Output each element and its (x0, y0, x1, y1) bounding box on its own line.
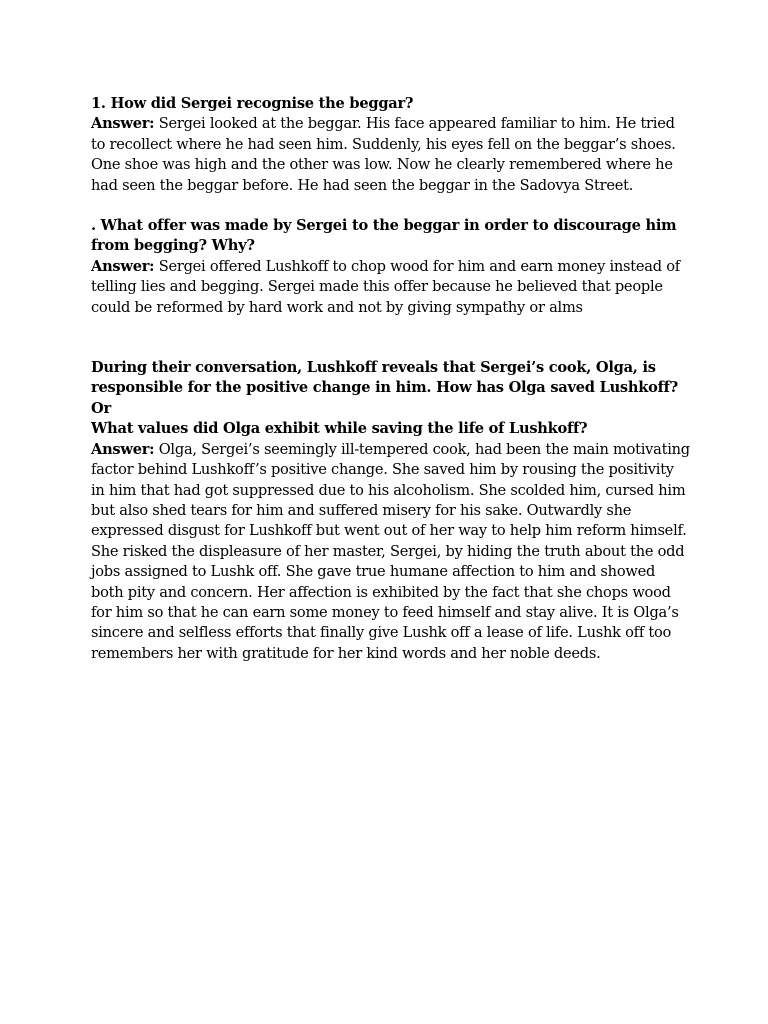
spacer (91, 318, 691, 358)
document-page (91, 94, 691, 664)
answer-label-2: Answer: (91, 257, 155, 275)
question-2: . What offer was made by Sergei to the beggar in order to discourage him from begging? Why? (91, 217, 677, 255)
answer-text-3: Olga, Sergei’s seemingly ill-tempered cook, had been the main motivating factor behind Lushkoff’s positive change. She saved him by rousing the positivity in him that had got suppressed due to his alcoholism. She scolded him, cursed him but also shed tears for him and suffered misery for his sake. Outwardly she expressed disgust for Lushkoff but went out of her way to help him reform himself. She risked the displeasure of her master, Sergei, by hiding the truth about the odd jobs assigned to Lushk off. She gave true humane affection to him and showed both pity and concern. Her affection is exhibited by the fact that she chops wood for him so that he can earn some money to feed himself and stay alive. It is Olga’s sincere and selfless efforts that finally give Lushk off a lease of life. Lushk off too remembers her with gratitude for her kind words and her noble deeds. (91, 440, 690, 662)
answer-label-1: Answer: (91, 115, 155, 133)
question-block-3 (91, 358, 691, 664)
answer-label-3: Answer: (91, 440, 155, 458)
answer-text-2: Sergei offered Lushkoff to chop wood for him and earn money instead of telling lies and begging. Sergei made this offer because he believed that people could be reformed by hard work and not by giving sympathy or alms (91, 257, 680, 316)
question-block-1 (91, 94, 691, 196)
or-separator: Or (91, 399, 111, 417)
question-3: During their conversation, Lushkoff reveals that Sergei’s cook, Olga, is responsible for the positive change in him. How has Olga saved Lushkoff? (91, 359, 678, 397)
question-3-alternative: What values did Olga exhibit while saving the life of Lushkoff? (91, 420, 588, 438)
question-1: 1. How did Sergei recognise the beggar? (91, 95, 414, 112)
question-block-2 (91, 216, 691, 318)
spacer (91, 196, 691, 216)
answer-text-1: Sergei looked at the beggar. His face appeared familiar to him. He tried to recollect where he had seen him. Suddenly, his eyes fell on the beggar’s shoes. One shoe was high and the other was low. Now he clearly remembered where he had seen the beggar before. He had seen the beggar in the Sadovya Street. (91, 115, 676, 194)
